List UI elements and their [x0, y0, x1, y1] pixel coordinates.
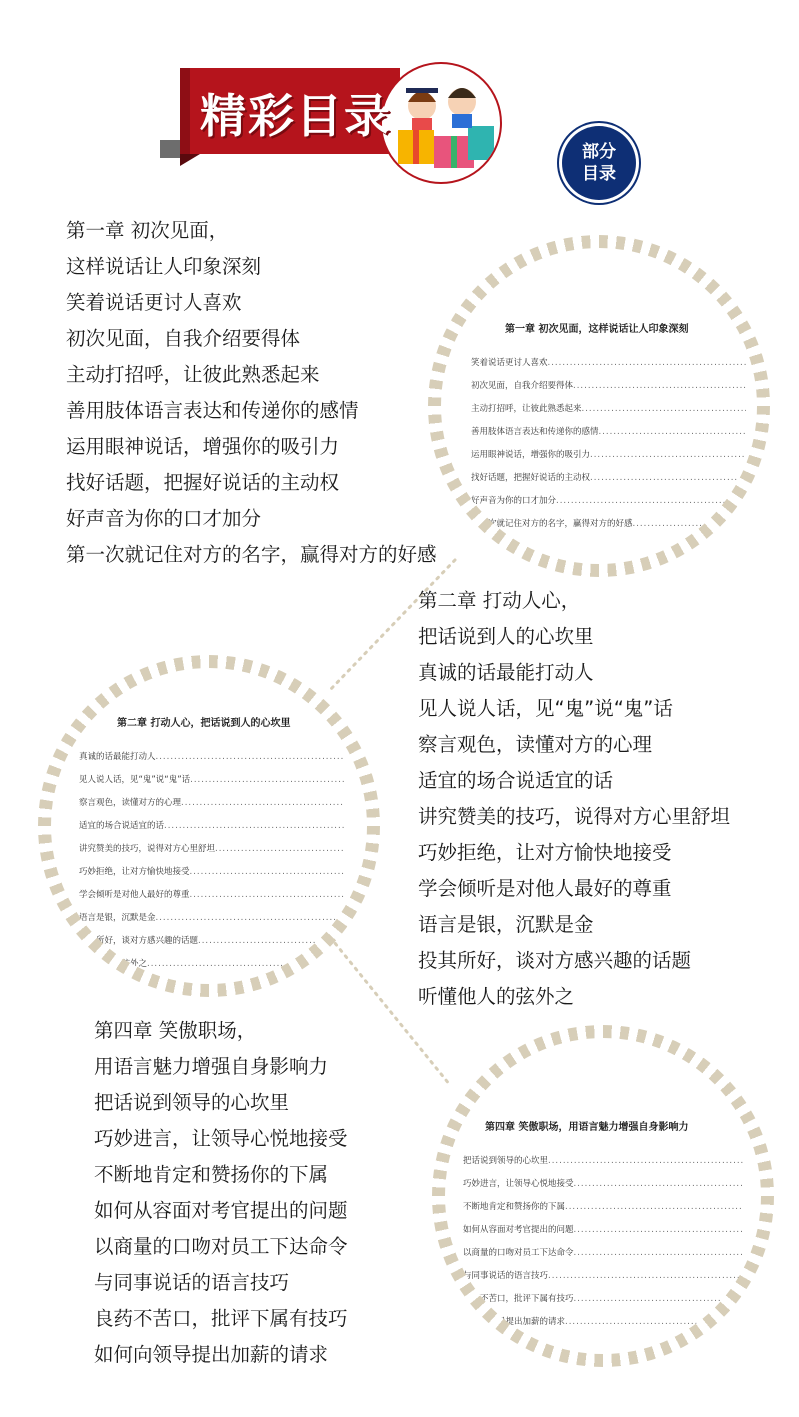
list-item	[79, 769, 344, 792]
preview-item-label: 投其所好，谈对方感兴趣的话题	[79, 936, 199, 946]
badge-line-1: 部分	[582, 142, 616, 162]
list-item: 察言观色，读懂对方的心理	[418, 733, 653, 756]
list-item	[79, 930, 344, 953]
list-item	[79, 907, 344, 930]
preview-item-label: 笑着说话更讨人喜欢	[471, 358, 548, 368]
list-item	[471, 352, 746, 375]
preview-item-label: 听懂他人的弦外之	[79, 959, 148, 969]
list-item	[471, 375, 746, 398]
banner-title: 精彩目录	[200, 89, 392, 143]
list-item	[471, 444, 746, 467]
list-item	[471, 490, 746, 513]
list-item	[463, 1196, 743, 1219]
chapter-2-preview-circle	[38, 655, 380, 997]
chapter-2-list	[418, 583, 730, 1015]
preview-item-label: 主动打招呼，让彼此熟悉起来	[471, 404, 582, 414]
preview-item-label: 如何从容面对考官提出的问题	[463, 1225, 574, 1235]
list-item: 学会倾听是对他人最好的尊重	[418, 877, 672, 900]
list-item: 巧妙拒绝，让对方愉快地接受	[418, 841, 672, 864]
preview-item-label: 初次见面，自我介绍要得体	[471, 381, 574, 391]
list-item	[463, 1173, 743, 1196]
list-item: 笑着说话更讨人喜欢	[66, 291, 242, 314]
list-item: 语言是银，沉默是金	[418, 913, 594, 936]
list-item	[463, 1311, 743, 1334]
list-item	[79, 861, 344, 884]
chapter-4-preview-circle	[432, 1025, 774, 1367]
list-item: 听懂他人的弦外之	[418, 985, 575, 1008]
list-item: 投其所好，谈对方感兴趣的话题	[418, 949, 692, 972]
preview-1-title: 第一章 初次见面，这样说话让人印象深刻	[505, 324, 689, 335]
preview-item-label: 第一次就记住对方的名字，赢得对方的好感	[471, 519, 633, 529]
partial-toc-badge	[562, 126, 636, 200]
preview-1-list	[471, 352, 746, 536]
list-item: 适宜的场合说适宜的话	[418, 769, 614, 792]
list-item	[471, 398, 746, 421]
preview-item-label: 见人说人话，见“鬼”说“鬼”话	[79, 775, 191, 785]
list-item	[79, 815, 344, 838]
preview-item-label: 善用肢体语言表达和传递你的感情	[471, 427, 599, 437]
chapter-1-preview-circle	[428, 235, 770, 577]
list-item	[463, 1150, 743, 1173]
list-item: 主动打招呼，让彼此熟悉起来	[66, 363, 320, 386]
list-item: 用语言魅力增强自身影响力	[94, 1055, 329, 1078]
list-item: 好声音为你的口才加分	[66, 507, 262, 530]
list-item: 第一次就记住对方的名字，赢得对方的好感	[66, 543, 437, 566]
list-item: 找好话题，把握好说话的主动权	[66, 471, 340, 494]
list-item: 与同事说话的语言技巧	[94, 1271, 290, 1294]
list-item: 把话说到人的心坎里	[418, 625, 594, 648]
preview-item-label: 找好话题，把握好说话的主动权	[471, 473, 591, 483]
list-item	[471, 421, 746, 444]
kids-gift-illustration	[380, 62, 502, 184]
list-item	[79, 953, 344, 976]
chapter-2-heading: 第二章 打动人心，	[418, 589, 581, 612]
list-item: 见人说人话，见“鬼”说“鬼”话	[418, 697, 673, 720]
list-item	[463, 1219, 743, 1242]
list-item	[471, 513, 746, 536]
preview-item-label: 真诚的话最能打动人	[79, 752, 156, 762]
preview-item-label: 把话说到领导的心坎里	[463, 1156, 549, 1166]
list-item	[79, 792, 344, 815]
list-item	[463, 1265, 743, 1288]
preview-item-label: 运用眼神说话，增强你的吸引力	[471, 450, 591, 460]
chapter-4-list	[94, 1013, 348, 1373]
preview-item-label: 语言是银，沉默是金	[79, 913, 156, 923]
list-item: 良药不苦口，批评下属有技巧	[94, 1307, 348, 1330]
preview-item-label: 好声音为你的口才加分	[471, 496, 557, 506]
preview-item-label: 巧妙进言，让领导心悦地接受	[463, 1179, 574, 1189]
chapter-1-list	[66, 213, 437, 573]
chapter-1-heading: 第一章 初次见面，	[66, 219, 229, 242]
preview-item-label: 如何向领导提出加薪的请求	[463, 1317, 566, 1327]
preview-item-label: 良药不苦口，批评下属有技巧	[463, 1294, 574, 1304]
preview-item-label: 与同事说话的语言技巧	[463, 1271, 549, 1281]
preview-4-title: 第四章 笑傲职场，用语言魅力增强自身影响力	[485, 1122, 689, 1133]
list-item	[79, 746, 344, 769]
preview-item-label: 讲究赞美的技巧，说得对方心里舒坦	[79, 844, 216, 854]
list-item: 运用眼神说话，增强你的吸引力	[66, 435, 340, 458]
list-item	[471, 467, 746, 490]
list-item	[79, 838, 344, 861]
chapter-4-heading: 第四章 笑傲职场，	[94, 1019, 257, 1042]
preview-item-label: 巧妙拒绝，让对方愉快地接受	[79, 867, 190, 877]
list-item: 把话说到领导的心坎里	[94, 1091, 290, 1114]
list-item: 初次见面，自我介绍要得体	[66, 327, 301, 350]
list-item: 不断地肯定和赞扬你的下属	[94, 1163, 329, 1186]
preview-2-title: 第二章 打动人心，把话说到人的心坎里	[117, 718, 291, 729]
preview-item-label: 以商量的口吻对员工下达命令	[463, 1248, 574, 1258]
list-item	[463, 1242, 743, 1265]
list-item: 善用肢体语言表达和传递你的感情	[66, 399, 359, 422]
preview-4-list	[463, 1150, 743, 1334]
badge-line-2: 目录	[582, 164, 616, 184]
list-item: 这样说话让人印象深刻	[66, 255, 262, 278]
list-item: 以商量的口吻对员工下达命令	[94, 1235, 348, 1258]
list-item: 讲究赞美的技巧，说得对方心里舒坦	[418, 805, 731, 828]
preview-item-label: 适宜的场合说适宜的话	[79, 821, 165, 831]
preview-item-label: 学会倾听是对他人最好的尊重	[79, 890, 190, 900]
list-item: 如何向领导提出加薪的请求	[94, 1343, 329, 1366]
preview-item-label: 察言观色，读懂对方的心理	[79, 798, 182, 808]
preview-2-list	[79, 746, 344, 976]
list-item	[463, 1288, 743, 1311]
list-item: 如何从容面对考官提出的问题	[94, 1199, 348, 1222]
kids-gift-icon	[382, 64, 500, 182]
list-item	[79, 884, 344, 907]
preview-item-label: 不断地肯定和赞扬你的下属	[463, 1202, 566, 1212]
list-item: 真诚的话最能打动人	[418, 661, 594, 684]
list-item: 巧妙进言，让领导心悦地接受	[94, 1127, 348, 1150]
